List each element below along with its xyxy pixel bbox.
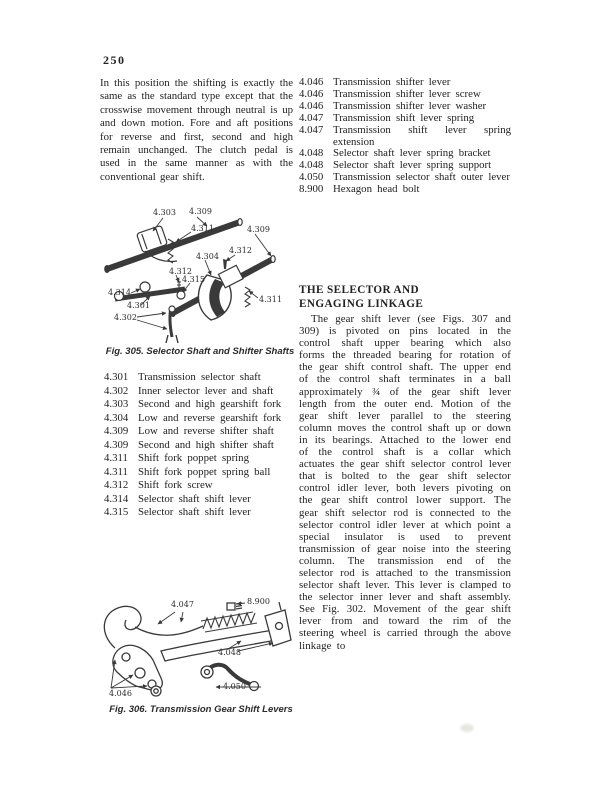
figure-306-line-art xyxy=(95,594,307,702)
part-desc: Transmission selector shaft xyxy=(138,371,261,383)
part-desc: Inner selector lever and shaft xyxy=(138,384,274,397)
figure-callout: 4.314 xyxy=(108,288,131,297)
figure-305-caption: Fig. 305. Selector Shaft and Shifter Shafts xyxy=(105,346,295,357)
figure-callout: 4.046 xyxy=(109,689,132,698)
part-code: 4.312 xyxy=(104,479,129,491)
parts-row xyxy=(299,101,511,113)
figure-callout: 4.309 xyxy=(189,207,212,216)
part-code: 4.311 xyxy=(104,465,128,478)
parts-row xyxy=(104,506,294,520)
parts-row xyxy=(104,439,294,453)
section-heading-line1: THE SELECTOR AND xyxy=(299,284,419,296)
body-paragraph: The gear shift lever (see Figs. 307 and 309) is pivoted on pins located in the control shaft upper bearing which also forms the threaded bearing for rotation of the gear shift control shaft. The upper end of the control shaft terminates in a ball approximately ¾ of the gear shift lever length from the outer end. Motion of the gear shift lever parallel to the steering column moves the control shaft up or down in its bearings. Attached to the lower end of the control shaft is a collar which actuates the gear shift selector control lever that is bolted to the gear shift selector control idler lever, both levers pivoting on the gear shift control lower support. The gear shift selector rod is connected to the selector control idler lever at which point a special insulator is used to prevent transmission of gear noise into the steering column. The transmission end of the selector rod is attached to the transmission selector shaft lever. This lever is clamped to the selector inner lever and shaft assembly. See Fig. 302. Movement of the gear shift lever from and toward the rim of the steering wheel is carried through the above linkage to xyxy=(299,313,511,652)
section-heading-line2: ENGAGING LINKAGE xyxy=(299,298,424,310)
part-code: 4.050 xyxy=(299,171,324,184)
parts-list-left xyxy=(104,371,294,520)
parts-row xyxy=(104,412,294,426)
part-code: 8.900 xyxy=(299,183,324,196)
part-desc: Shift fork poppet spring xyxy=(138,452,249,464)
figure-callout: 4.312 xyxy=(229,246,252,255)
part-desc: Second and high gearshift fork xyxy=(138,398,282,410)
part-desc: Transmission shifter lever xyxy=(333,76,451,88)
part-desc: Selector shaft shift lever xyxy=(138,492,251,505)
scan-smudge xyxy=(460,724,474,732)
figure-callout: 4.311 xyxy=(259,295,282,304)
part-desc: Low and reverse gearshift fork xyxy=(138,411,282,424)
intro-paragraph: In this position the shifting is exactly the same as the standard type except that the crosswise movement through neutral is up and down motion. Fore and aft positions for reverse and first, second and high remain unchanged. The clutch pedal is used in the same manner as with the conventional gear shift. xyxy=(100,77,293,183)
part-code: 4.309 xyxy=(104,438,129,451)
parts-row xyxy=(299,113,511,125)
parts-row xyxy=(299,125,511,149)
part-desc: Shift fork screw xyxy=(138,479,213,491)
parts-row xyxy=(104,452,294,466)
part-code: 4.046 xyxy=(299,87,324,100)
part-desc: Shift fork poppet spring ball xyxy=(138,465,271,478)
part-code: 4.047 xyxy=(299,111,324,124)
part-code: 4.048 xyxy=(299,159,324,172)
part-desc: Selector shaft shift lever xyxy=(138,506,251,518)
part-code: 4.302 xyxy=(104,384,129,397)
part-desc: Transmission selector shaft outer lever xyxy=(333,171,510,184)
part-desc: Selector shaft lever spring bracket xyxy=(333,147,491,160)
figure-305-line-art xyxy=(95,197,305,345)
parts-row xyxy=(299,184,511,196)
figure-callout: 4.304 xyxy=(196,252,219,261)
figure-callout: 4.047 xyxy=(171,600,194,609)
figure-callout: 4.050 xyxy=(223,682,246,691)
part-desc: Transmission shifter lever screw xyxy=(333,87,481,100)
part-code: 4.309 xyxy=(104,425,129,437)
figure-callout: 4.303 xyxy=(153,208,176,217)
parts-row xyxy=(104,425,294,439)
page-number: 250 xyxy=(103,53,126,67)
part-code: 4.315 xyxy=(104,506,129,518)
parts-row xyxy=(104,479,294,493)
part-desc: Second and high shifter shaft xyxy=(138,438,274,451)
part-desc: Transmission shift lever spring xyxy=(333,111,475,124)
figure-callout: 4.309 xyxy=(247,225,270,234)
section-heading xyxy=(299,283,511,311)
part-code: 4.304 xyxy=(104,411,129,424)
figure-306-caption: Fig. 306. Transmission Gear Shift Levers xyxy=(109,704,293,715)
parts-row xyxy=(104,385,294,399)
parts-row xyxy=(104,493,294,507)
figure-callout: 4.301 xyxy=(127,301,150,310)
parts-list-right xyxy=(299,77,511,196)
part-code: 4.048 xyxy=(299,147,324,160)
figure-callout: 4.048 xyxy=(218,648,241,657)
part-desc: Selector shaft lever spring support xyxy=(333,159,492,172)
figure-callout: 4.312 xyxy=(169,267,192,276)
part-desc: Transmission shift lever spring extension xyxy=(333,123,511,148)
part-desc: Low and reverse shifter shaft xyxy=(138,425,274,437)
part-code: 4.046 xyxy=(299,76,324,88)
part-code: 4.311 xyxy=(104,452,128,464)
parts-row xyxy=(104,371,294,385)
figure-callout: 8.900 xyxy=(247,597,270,606)
part-desc: Hexagon head bolt xyxy=(333,183,420,196)
figure-callout: 4.315 xyxy=(182,275,205,284)
part-code: 4.047 xyxy=(299,123,324,136)
parts-row xyxy=(104,466,294,480)
part-code: 4.314 xyxy=(104,492,129,505)
figure-callout: 4.311 xyxy=(191,224,214,233)
part-code: 4.303 xyxy=(104,398,129,410)
part-code: 4.046 xyxy=(299,99,324,112)
part-code: 4.301 xyxy=(104,371,129,383)
part-desc: Transmission shifter lever washer xyxy=(333,99,487,112)
figure-callout: 4.302 xyxy=(114,313,137,322)
parts-row xyxy=(104,398,294,412)
figure-306-diagram xyxy=(95,594,307,702)
figure-305-diagram xyxy=(95,197,305,345)
